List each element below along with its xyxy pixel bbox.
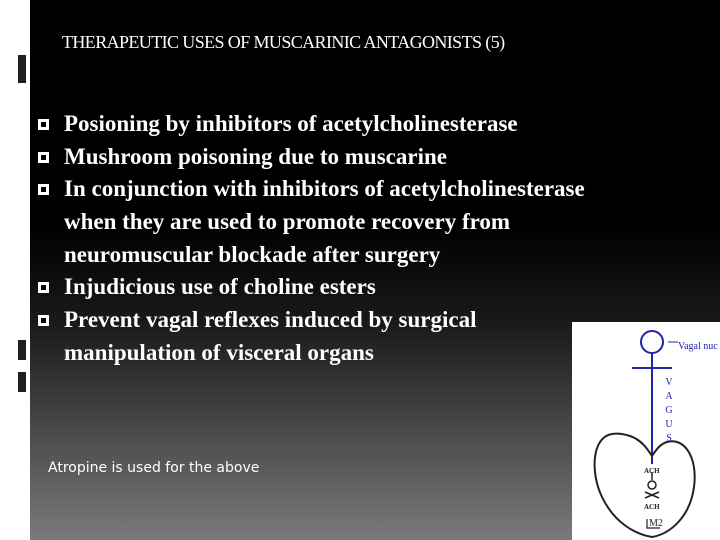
bullet-text: In conjunction with inhibitors of acetylcholinesterase when they are used to promote recovery from neuromuscular blockade after surgery: [64, 176, 585, 267]
vagus-letter: V: [665, 377, 673, 388]
vagal-nerve-diagram: [572, 322, 720, 540]
slide-title: THERAPEUTIC USES OF MUSCARINIC ANTAGONISTS (5): [62, 32, 505, 52]
vagus-letter: G: [665, 405, 673, 416]
bullet-text: Mushroom poisoning due to muscarine: [64, 143, 447, 169]
decorative-block-mid: [18, 340, 26, 360]
bullet-item: [36, 271, 596, 304]
ach-label-bottom: ACH: [644, 503, 660, 511]
bullet-text: Injudicious use of choline esters: [64, 274, 376, 300]
ach-label-top: ACH: [644, 467, 660, 475]
vagus-letter: U: [665, 419, 673, 430]
vagus-letter: S: [666, 433, 672, 444]
vagal-nucleus-label: Vagal nuc: [678, 341, 718, 352]
bullet-item: [36, 108, 596, 141]
square-bullet-icon: [38, 184, 49, 195]
bullet-item: [36, 173, 596, 271]
m2-receptor-label: M2: [649, 518, 663, 529]
square-bullet-icon: [38, 119, 49, 130]
bullet-list: [36, 108, 596, 369]
square-bullet-icon: [38, 152, 49, 163]
decorative-block-low: [18, 372, 26, 392]
bullet-text: Posioning by inhibitors of acetylcholinesterase: [64, 111, 518, 136]
footnote: Atropine is used for the above: [48, 460, 260, 476]
square-bullet-icon: [38, 315, 49, 326]
bullet-text: Prevent vagal reflexes induced by surgical manipulation of visceral organs: [64, 306, 477, 365]
vagus-letter: A: [665, 391, 673, 402]
bullet-item: [36, 141, 596, 174]
synapse-circle: [648, 481, 656, 489]
nucleus-circle: [641, 331, 663, 353]
bullet-item: [36, 304, 596, 369]
decorative-block-top: [18, 55, 26, 83]
square-bullet-icon: [38, 282, 49, 293]
heart-outline: [595, 434, 695, 537]
